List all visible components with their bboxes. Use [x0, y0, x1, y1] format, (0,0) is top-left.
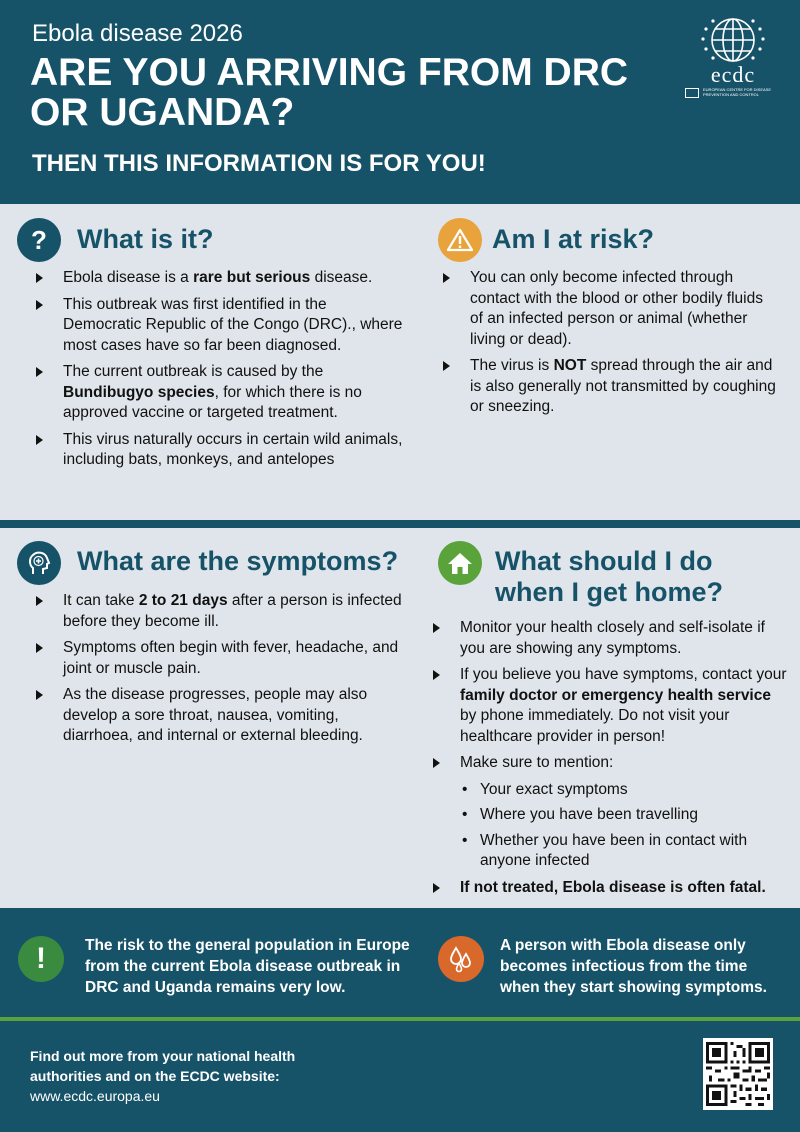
droplets-icon: [438, 936, 484, 982]
head-icon: [17, 541, 61, 585]
website-link[interactable]: www.ecdc.europa.eu: [30, 1088, 160, 1104]
list-item: The virus is NOT spread through the air and is also generally not transmitted by coughing or sneezing.: [440, 356, 780, 418]
home-icon: [438, 541, 482, 585]
header: [0, 0, 800, 204]
list-item: As the disease progresses, people may also develop a sore throat, nausea, vomiting, diarrhoea, and internal or external bleeding.: [33, 685, 403, 747]
footer: [0, 908, 800, 1132]
list-item: [430, 753, 790, 872]
risk-low-text: The risk to the general population in Europe from the current Ebola disease outbreak in DRC and Uganda remains very low.: [85, 937, 410, 996]
mention-sublist: [460, 780, 790, 872]
list-item: If you believe you have symptoms, contact your family doctor or emergency health service by phone immediately. Do not visit your healthcare provider in person!: [430, 665, 790, 747]
list-item: This virus naturally occurs in certain wild animals, including bats, monkeys, and antelopes: [33, 430, 403, 471]
sublist-item: • Where you have been travelling: [460, 805, 790, 826]
header-subtitle: Ebola disease 2026: [32, 20, 243, 47]
list-item: This outbreak was first identified in the Democratic Republic of the Congo (DRC)., where most cases have so far been diagnosed.: [33, 295, 403, 357]
logo-text: ecdc: [710, 62, 756, 87]
section-title-home-line2: when I get home?: [495, 577, 724, 607]
list-item: Monitor your health closely and self-isolate if you are showing any symptoms.: [430, 618, 790, 659]
warning-icon: [438, 218, 482, 262]
divider: [0, 520, 800, 528]
eu-flag-icon: [685, 88, 699, 98]
exclamation-icon: !: [18, 936, 64, 982]
green-divider: [0, 1017, 800, 1021]
section-title-symptoms: What are the symptoms?: [77, 546, 399, 576]
mention-label: Make sure to mention:: [460, 754, 614, 771]
list-item: The current outbreak is caused by the Bundibugyo species, for which there is no approved vaccine or targeted treatment.: [33, 362, 403, 424]
home-list: [430, 618, 790, 904]
question-icon: ?: [17, 218, 61, 262]
list-item: It can take 2 to 21 days after a person is infected before they become ill.: [33, 591, 403, 632]
section-title-home-line1: What should I do: [495, 546, 713, 576]
list-item: Ebola disease is a rare but serious disease.: [33, 268, 403, 289]
what-list: [33, 268, 403, 477]
page-title: ARE YOU ARRIVING FROM DRC OR UGANDA?: [30, 51, 629, 134]
find-out-more-text: Find out more from your national health authorities and on the ECDC website:: [30, 1048, 296, 1084]
qr-code: [703, 1038, 773, 1110]
list-item: You can only become infected through contact with the blood or other bodily fluids of an infected person or animal (whether living or dead).: [440, 268, 780, 350]
sublist-item: • Your exact symptoms: [460, 780, 790, 801]
infectious-text: A person with Ebola disease only becomes infectious from the time when they start showing symptoms.: [500, 937, 767, 996]
section-title-home: [495, 546, 723, 608]
info-band-bottom: [0, 528, 800, 908]
list-item: [430, 878, 790, 899]
logo-subtext: EUROPEAN CENTRE FOR DISEASE PREVENTION AND CONTROL: [703, 87, 772, 97]
list-item: Symptoms often begin with fever, headache, and joint or muscle pain.: [33, 638, 403, 679]
fatal-warning: If not treated, Ebola disease is often fatal.: [460, 878, 766, 896]
ecdc-logo: [683, 15, 783, 97]
section-title-risk: Am I at risk?: [492, 224, 655, 254]
globe-icon: [697, 15, 769, 65]
sublist-item: • Whether you have been in contact with anyone infected: [460, 831, 790, 872]
symptoms-list: [33, 591, 403, 753]
header-tagline: THEN THIS INFORMATION IS FOR YOU!: [32, 150, 486, 177]
info-band-top: [0, 204, 800, 520]
section-title-what: What is it?: [77, 224, 214, 254]
risk-list: [440, 268, 780, 424]
